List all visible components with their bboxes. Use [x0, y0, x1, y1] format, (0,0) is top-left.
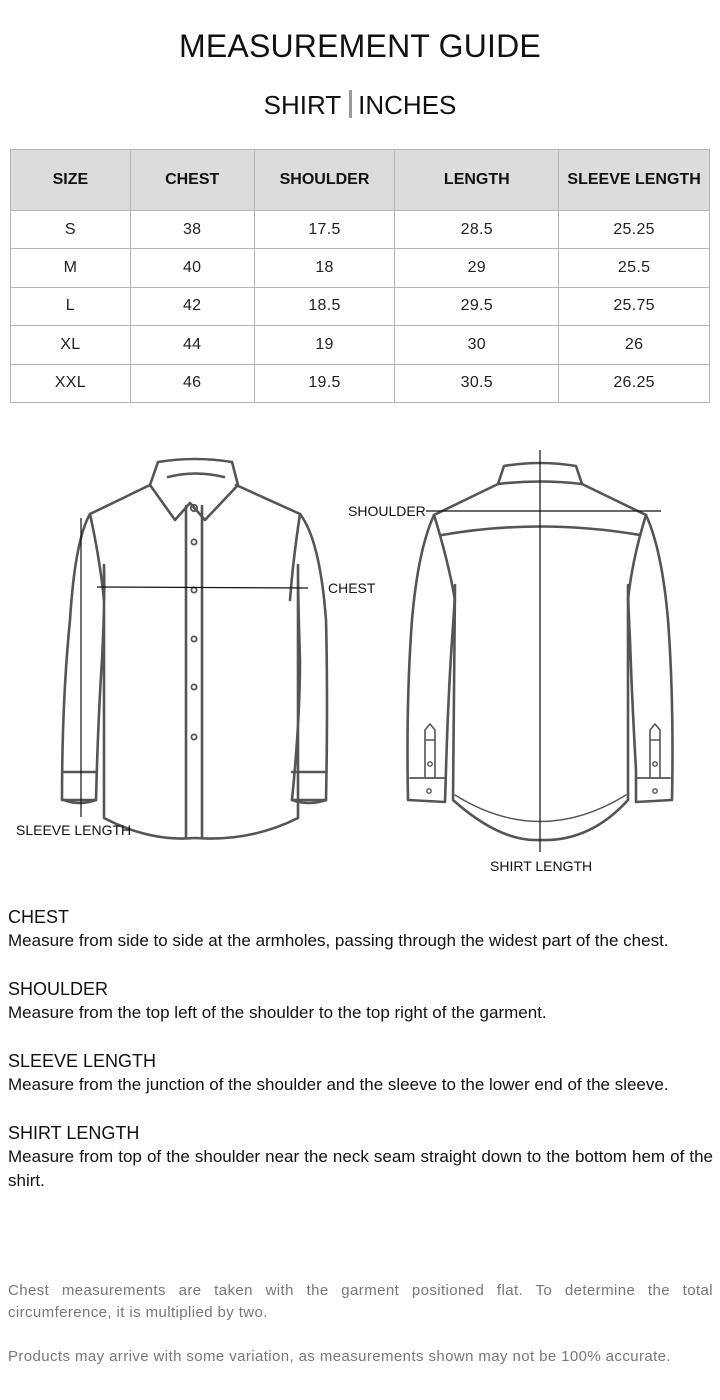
instruction-heading: CHEST	[8, 907, 70, 927]
cell-length: 30	[395, 326, 559, 364]
cell-sleeve-length: 26.25	[559, 364, 710, 402]
cell-sleeve-length: 26	[559, 326, 710, 364]
cell-shoulder: 19.5	[254, 364, 395, 402]
cell-length: 29	[395, 249, 559, 287]
cell-shoulder: 19	[254, 326, 395, 364]
note-variation: Products may arrive with some variation, as measurements shown may not be 100% accurate.	[8, 1348, 671, 1365]
cell-size: M	[11, 249, 131, 287]
instruction-heading: SHIRT LENGTH	[8, 1123, 140, 1143]
cuff-button-icons	[427, 762, 657, 793]
cell-length: 28.5	[395, 211, 559, 249]
cell-chest: 46	[130, 364, 254, 402]
column-header-size: SIZE	[11, 150, 131, 211]
shoulder-label: SHOULDER	[348, 503, 426, 519]
instruction-shoulder	[8, 977, 713, 1025]
garment-type: SHIRT	[263, 90, 342, 120]
size-chart-table	[10, 149, 710, 403]
instruction-chest	[8, 905, 713, 953]
cell-length: 30.5	[395, 364, 559, 402]
instruction-text: Measure from side to side at the armholes, passing through the widest part of the chest.	[8, 931, 669, 950]
cell-length: 29.5	[395, 287, 559, 325]
note-flat-measurement: Chest measurements are taken with the garment positioned flat. To determine the total circumference, it is multiplied by two.	[8, 1282, 713, 1321]
instruction-shirt-length	[8, 1121, 713, 1193]
instruction-heading: SLEEVE LENGTH	[8, 1051, 157, 1071]
instruction-text: Measure from the top left of the shoulder to the top right of the garment.	[8, 1003, 547, 1022]
page-title: MEASUREMENT GUIDE	[179, 28, 541, 64]
column-header-sleeve-length: SLEEVE LENGTH	[559, 150, 710, 211]
table-row	[11, 364, 710, 402]
cell-chest: 44	[130, 326, 254, 364]
sleeve-length-label: SLEEVE LENGTH	[16, 822, 132, 838]
cell-sleeve-length: 25.25	[559, 211, 710, 249]
column-header-shoulder: SHOULDER	[254, 150, 395, 211]
divider	[349, 90, 352, 118]
shirt-length-label: SHIRT LENGTH	[490, 858, 593, 874]
cell-chest: 38	[130, 211, 254, 249]
instruction-text: Measure from top of the shoulder near the neck seam straight down to the bottom hem of the shirt.	[8, 1147, 713, 1190]
shirt-front-icon	[62, 459, 327, 839]
cell-size: L	[11, 287, 131, 325]
button-icons	[191, 505, 197, 740]
column-header-chest: CHEST	[130, 150, 254, 211]
cell-shoulder: 18.5	[254, 287, 395, 325]
instruction-heading: SHOULDER	[8, 979, 109, 999]
cell-sleeve-length: 25.5	[559, 249, 710, 287]
chest-label: CHEST	[328, 580, 376, 596]
cell-size: XXL	[11, 364, 131, 402]
chest-measure-line	[97, 587, 308, 588]
instruction-text: Measure from the junction of the shoulder and the sleeve to the lower end of the sleeve.	[8, 1075, 669, 1094]
table-row	[11, 249, 710, 287]
cell-sleeve-length: 25.75	[559, 287, 710, 325]
cell-chest: 40	[130, 249, 254, 287]
column-header-length: LENGTH	[395, 150, 559, 211]
disclaimer-notes	[8, 1280, 713, 1390]
measurement-instructions	[8, 905, 713, 1217]
cell-size: XL	[11, 326, 131, 364]
cell-size: S	[11, 211, 131, 249]
shirt-measurement-diagram	[0, 440, 720, 880]
table-row	[11, 211, 710, 249]
table-row	[11, 287, 710, 325]
cell-shoulder: 18	[254, 249, 395, 287]
cell-shoulder: 17.5	[254, 211, 395, 249]
table-header-row	[11, 150, 710, 211]
unit-label: INCHES	[358, 90, 457, 120]
table-row	[11, 326, 710, 364]
cell-chest: 42	[130, 287, 254, 325]
instruction-sleeve-length	[8, 1049, 713, 1097]
garment-unit-heading	[0, 90, 720, 121]
